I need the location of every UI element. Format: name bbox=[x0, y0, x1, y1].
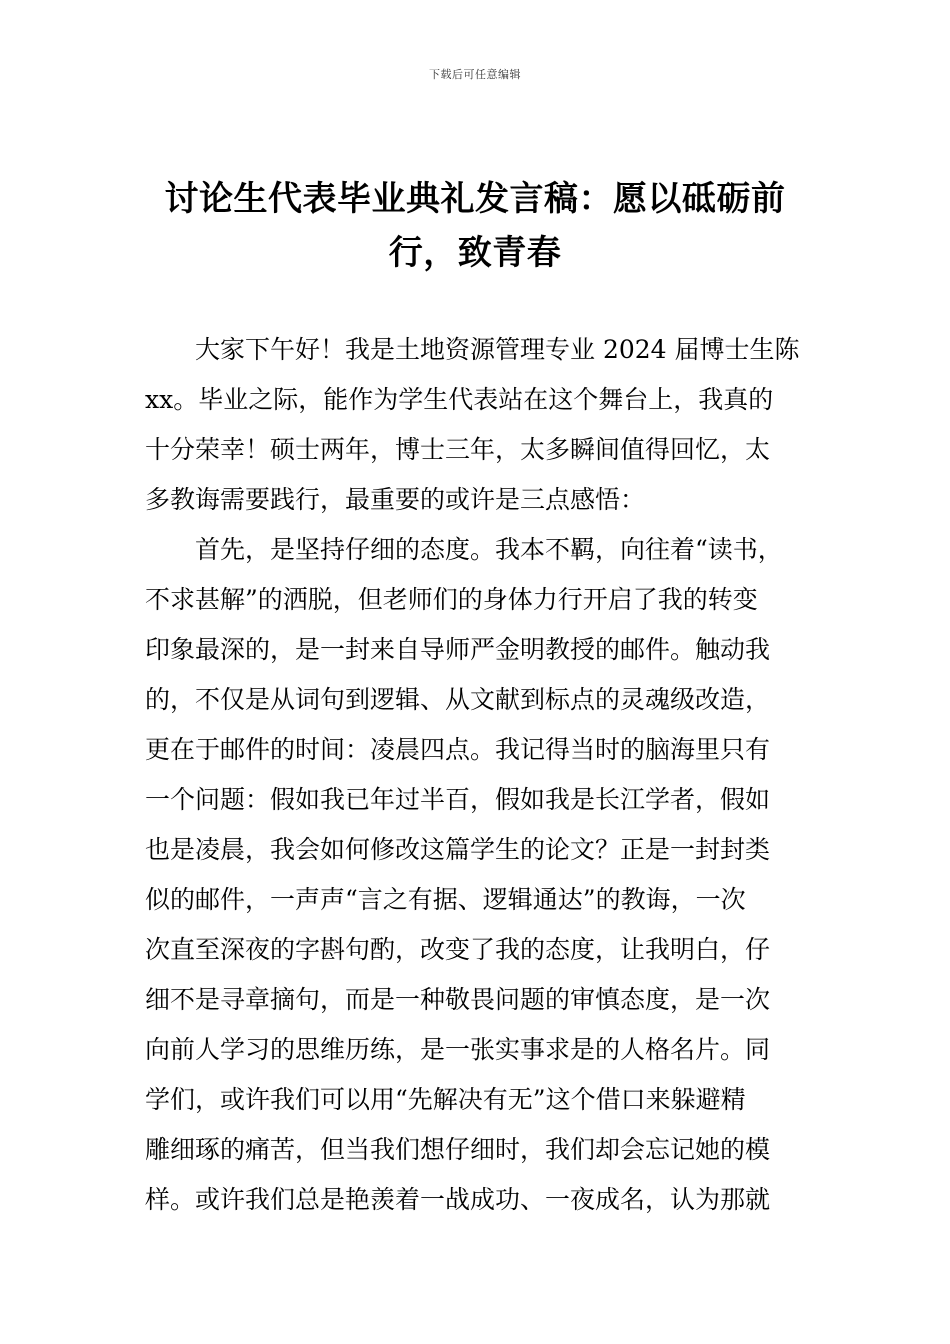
title-line: 讨论生代表毕业典礼发言稿：愿以砥砺前 bbox=[164, 179, 786, 219]
paragraph-line: 一个问题：假如我已年过半百，假如我是长江学者，假如 bbox=[145, 785, 771, 814]
title-line: 行，致青春 bbox=[388, 233, 562, 273]
paragraph-line: 十分荣幸！硕士两年，博士三年，太多瞬间值得回忆，太 bbox=[145, 435, 771, 464]
paragraph-line: 大家下午好！我是土地资源管理专业 2024 届博士生陈 bbox=[195, 335, 800, 364]
paragraph-line: 多教诲需要践行，最重要的或许是三点感悟： bbox=[145, 485, 646, 514]
document-title bbox=[145, 172, 805, 280]
paragraph-line: 更在于邮件的时间：凌晨四点。我记得当时的脑海里只有 bbox=[145, 735, 771, 764]
paragraph-line: 印象最深的，是一封来自导师严金明教授的邮件。触动我 bbox=[145, 635, 771, 664]
paragraph-line: 似的邮件，一声声“言之有据、逻辑通达”的教诲，一次 bbox=[145, 885, 746, 914]
paragraph-line: 向前人学习的思维历练，是一张实事求是的人格名片。同 bbox=[145, 1035, 771, 1064]
paragraph-line: 次直至深夜的字斟句酌，改变了我的态度，让我明白，仔 bbox=[145, 935, 771, 964]
paragraph-line: 样。或许我们总是艳羡着一战成功、一夜成名，认为那就 bbox=[145, 1185, 771, 1214]
paragraph-line: 首先，是坚持仔细的态度。我本不羁，向往着“读书， bbox=[195, 535, 783, 564]
paragraph-line: 细不是寻章摘句，而是一种敬畏问题的审慎态度，是一次 bbox=[145, 985, 771, 1014]
paragraph-line: xx。毕业之际，能作为学生代表站在这个舞台上，我真的 bbox=[145, 385, 774, 414]
paragraph-line: 学们，或许我们可以用“先解决有无”这个借口来躲避精 bbox=[145, 1085, 746, 1114]
paragraph-line: 也是凌晨，我会如何修改这篇学生的论文？正是一封封类 bbox=[145, 835, 771, 864]
paragraph-line: 不求甚解”的洒脱，但老师们的身体力行开启了我的转变 bbox=[145, 585, 758, 614]
body-text bbox=[145, 325, 815, 1225]
paragraph-line: 雕细琢的痛苦，但当我们想仔细时，我们却会忘记她的模 bbox=[145, 1135, 771, 1164]
header-note: 下载后可任意编辑 bbox=[429, 68, 521, 81]
paragraph-line: 的，不仅是从词句到逻辑、从文献到标点的灵魂级改造， bbox=[145, 685, 771, 714]
